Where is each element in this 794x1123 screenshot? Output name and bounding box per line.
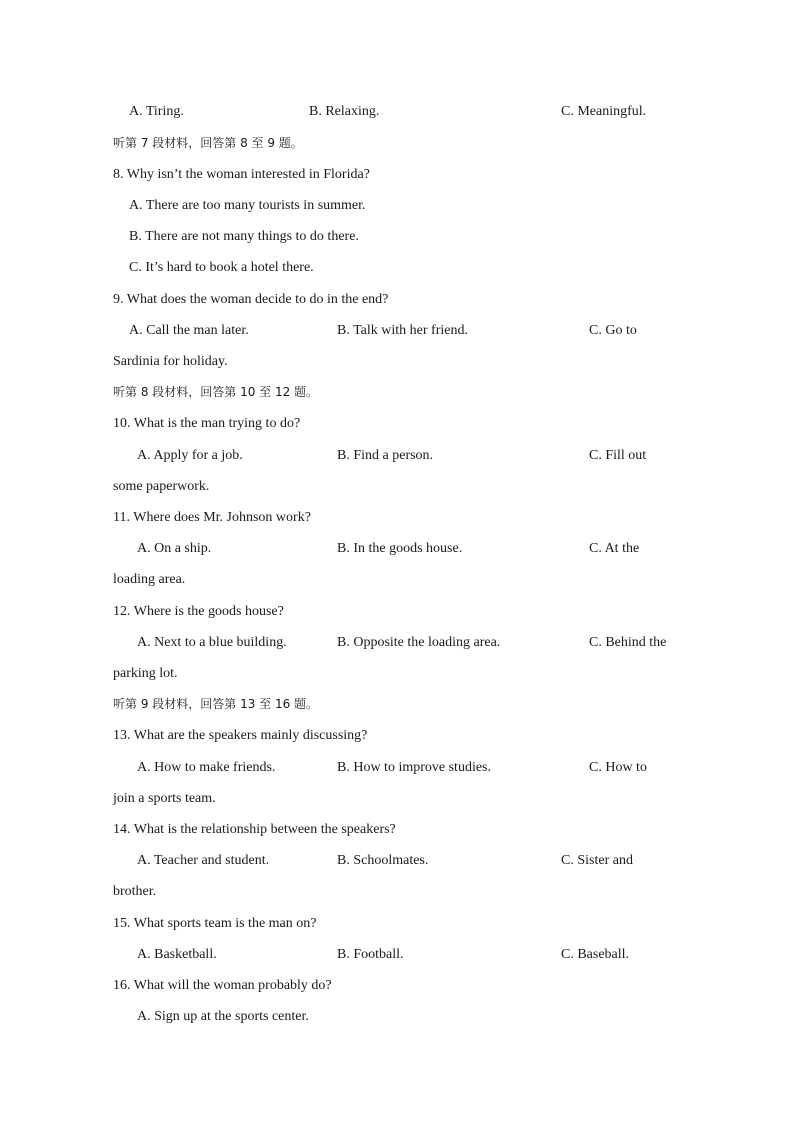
section-9-instruction: 听第 9 段材料，回答第 13 至 16 题。 — [113, 697, 319, 711]
q15-question: 15. What sports team is the man on? — [113, 916, 317, 931]
q12-option-c-continued: parking lot. — [113, 666, 178, 681]
q9-option-a: A. Call the man later. — [129, 323, 249, 338]
q7-option-b: B. Relaxing. — [309, 104, 380, 119]
q12-option-c: C. Behind the — [589, 635, 667, 650]
q15-option-c: C. Baseball. — [561, 947, 630, 962]
q13-option-c-continued: join a sports team. — [113, 791, 216, 806]
q14-option-c-continued: brother. — [113, 884, 157, 899]
q11-option-b: B. In the goods house. — [337, 541, 463, 556]
q15-option-b: B. Football. — [337, 947, 404, 962]
q8-option-c: C. It’s hard to book a hotel there. — [129, 260, 314, 275]
q11-option-c: C. At the — [589, 541, 640, 556]
q13-option-c: C. How to — [589, 760, 647, 775]
q7-option-a: A. Tiring. — [129, 104, 184, 119]
q8-question: 8. Why isn’t the woman interested in Florida? — [113, 167, 370, 182]
q15-option-a: A. Basketball. — [137, 947, 217, 962]
q14-option-a: A. Teacher and student. — [137, 853, 270, 868]
q8-option-a: A. There are too many tourists in summer. — [129, 198, 366, 213]
q11-question: 11. Where does Mr. Johnson work? — [113, 510, 311, 525]
q12-option-b: B. Opposite the loading area. — [337, 635, 501, 650]
q9-option-c-continued: Sardinia for holiday. — [113, 354, 228, 369]
q12-option-a: A. Next to a blue building. — [137, 635, 287, 650]
q10-option-c-continued: some paperwork. — [113, 479, 210, 494]
q10-option-c: C. Fill out — [589, 448, 647, 463]
q10-option-b: B. Find a person. — [337, 448, 434, 463]
q7-option-c: C. Meaningful. — [561, 104, 647, 119]
q9-option-c: C. Go to — [589, 323, 637, 338]
q16-option-a: A. Sign up at the sports center. — [137, 1009, 309, 1024]
q11-option-c-continued: loading area. — [113, 572, 186, 587]
q14-option-b: B. Schoolmates. — [337, 853, 429, 868]
q10-option-a: A. Apply for a job. — [137, 448, 243, 463]
q12-question: 12. Where is the goods house? — [113, 604, 284, 619]
q13-question: 13. What are the speakers mainly discussing? — [113, 728, 368, 743]
q16-question: 16. What will the woman probably do? — [113, 978, 332, 993]
q13-option-b: B. How to improve studies. — [337, 760, 491, 775]
q9-question: 9. What does the woman decide to do in the end? — [113, 292, 389, 307]
q10-question: 10. What is the man trying to do? — [113, 416, 301, 431]
section-8-instruction: 听第 8 段材料，回答第 10 至 12 题。 — [113, 385, 319, 399]
q14-option-c: C. Sister and — [561, 853, 633, 868]
q9-option-b: B. Talk with her friend. — [337, 323, 468, 338]
q8-option-b: B. There are not many things to do there. — [129, 229, 359, 244]
q14-question: 14. What is the relationship between the speakers? — [113, 822, 396, 837]
q11-option-a: A. On a ship. — [137, 541, 212, 556]
section-7-instruction: 听第 7 段材料，回答第 8 至 9 题。 — [113, 136, 303, 150]
q13-option-a: A. How to make friends. — [137, 760, 276, 775]
